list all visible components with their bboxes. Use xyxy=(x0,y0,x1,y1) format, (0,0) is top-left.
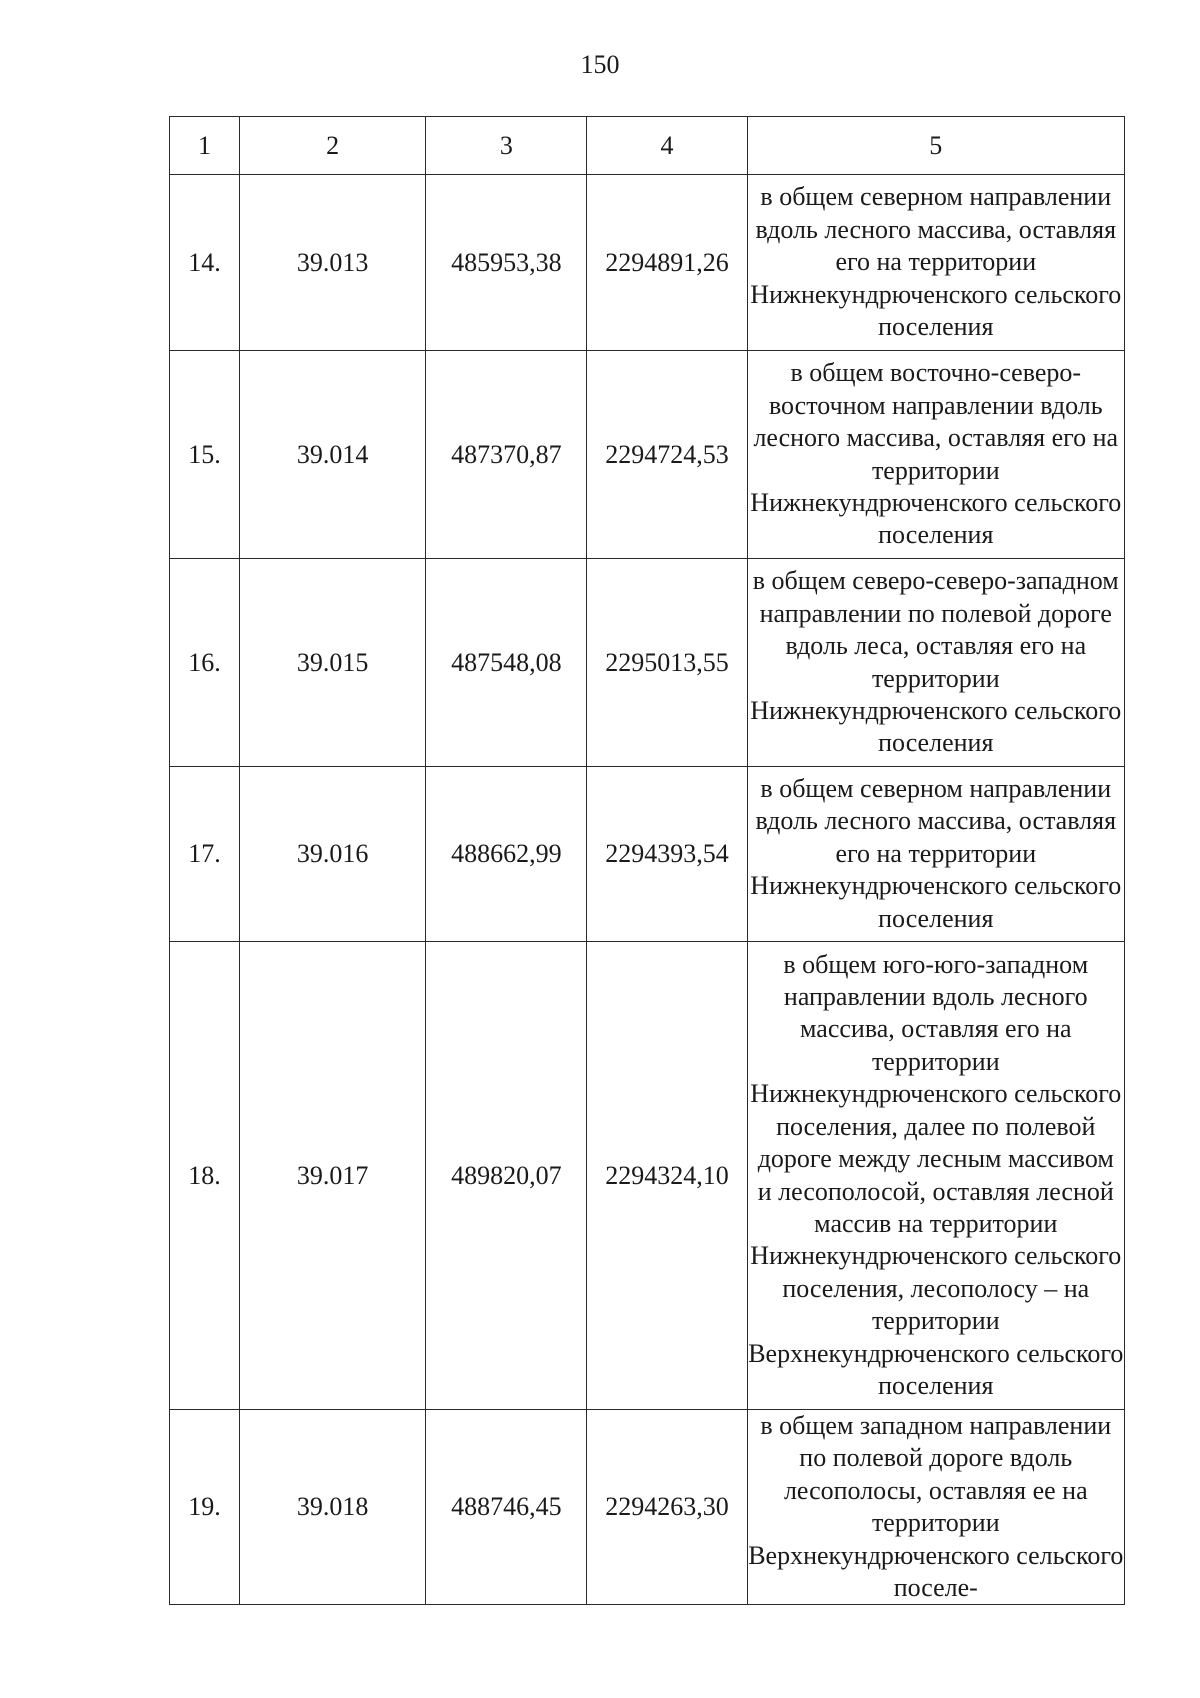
table-row xyxy=(170,767,1125,942)
coordinate-y: 2294724,53 xyxy=(587,351,747,559)
table-row xyxy=(170,559,1125,767)
coordinate-x: 487548,08 xyxy=(426,559,587,767)
table-row xyxy=(170,175,1125,351)
point-code: 39.015 xyxy=(240,559,426,767)
point-number: 19. xyxy=(170,1410,240,1605)
column-header-1: 1 xyxy=(170,117,240,175)
point-code: 39.013 xyxy=(240,175,426,351)
boundary-description: в общем восточно-северо-восточном направлении вдоль лесного массива, оставляя его на территории Нижнекундрюченского сельского поселения xyxy=(747,351,1124,559)
column-header-2: 2 xyxy=(240,117,426,175)
point-number: 14. xyxy=(170,175,240,351)
column-header-3: 3 xyxy=(426,117,587,175)
page-number: 150 xyxy=(580,50,620,79)
boundary-points-table xyxy=(169,116,1125,1605)
table-row xyxy=(170,1410,1125,1605)
boundary-description: в общем северо-северо-западном направлении по полевой дороге вдоль леса, оставляя его на территории Нижнекундрюченского сельского поселения xyxy=(747,559,1124,767)
column-header-4: 4 xyxy=(587,117,747,175)
table-header-row xyxy=(170,117,1125,175)
point-code: 39.014 xyxy=(240,351,426,559)
coordinate-x: 488746,45 xyxy=(426,1410,587,1605)
point-code: 39.018 xyxy=(240,1410,426,1605)
coordinate-x: 488662,99 xyxy=(426,767,587,942)
boundary-description: в общем западном направлении по полевой дороге вдоль лесополосы, оставляя ее на территории Верхнекундрюченского сельского поселе- xyxy=(747,1410,1124,1605)
coordinate-x: 487370,87 xyxy=(426,351,587,559)
point-code: 39.017 xyxy=(240,942,426,1410)
point-number: 16. xyxy=(170,559,240,767)
coordinate-y: 2294891,26 xyxy=(587,175,747,351)
table-row xyxy=(170,942,1125,1410)
coordinate-x: 489820,07 xyxy=(426,942,587,1410)
boundary-description: в общем северном направлении вдоль лесного массива, оставляя его на территории Нижнекундрюченского сельского поселения xyxy=(747,767,1124,942)
point-number: 18. xyxy=(170,942,240,1410)
column-header-5: 5 xyxy=(747,117,1124,175)
coordinate-x: 485953,38 xyxy=(426,175,587,351)
coordinate-y: 2294324,10 xyxy=(587,942,747,1410)
coordinate-y: 2294263,30 xyxy=(587,1410,747,1605)
point-number: 17. xyxy=(170,767,240,942)
point-number: 15. xyxy=(170,351,240,559)
table-row xyxy=(170,351,1125,559)
boundary-description: в общем юго-юго-западном направлении вдоль лесного массива, оставляя его на территории Нижнекундрюченского сельского поселения, далее по полевой дороге между лесным массивом и лесополосой, оставляя лесной массив на территории Нижнекундрюченского сельского поселения, лесополосу – на территории Верхнекундрюченского сельского поселения xyxy=(747,942,1124,1410)
boundary-description: в общем северном направлении вдоль лесного массива, оставляя его на территории Нижнекундрюченского сельского поселения xyxy=(747,175,1124,351)
coordinate-y: 2294393,54 xyxy=(587,767,747,942)
coordinate-y: 2295013,55 xyxy=(587,559,747,767)
point-code: 39.016 xyxy=(240,767,426,942)
